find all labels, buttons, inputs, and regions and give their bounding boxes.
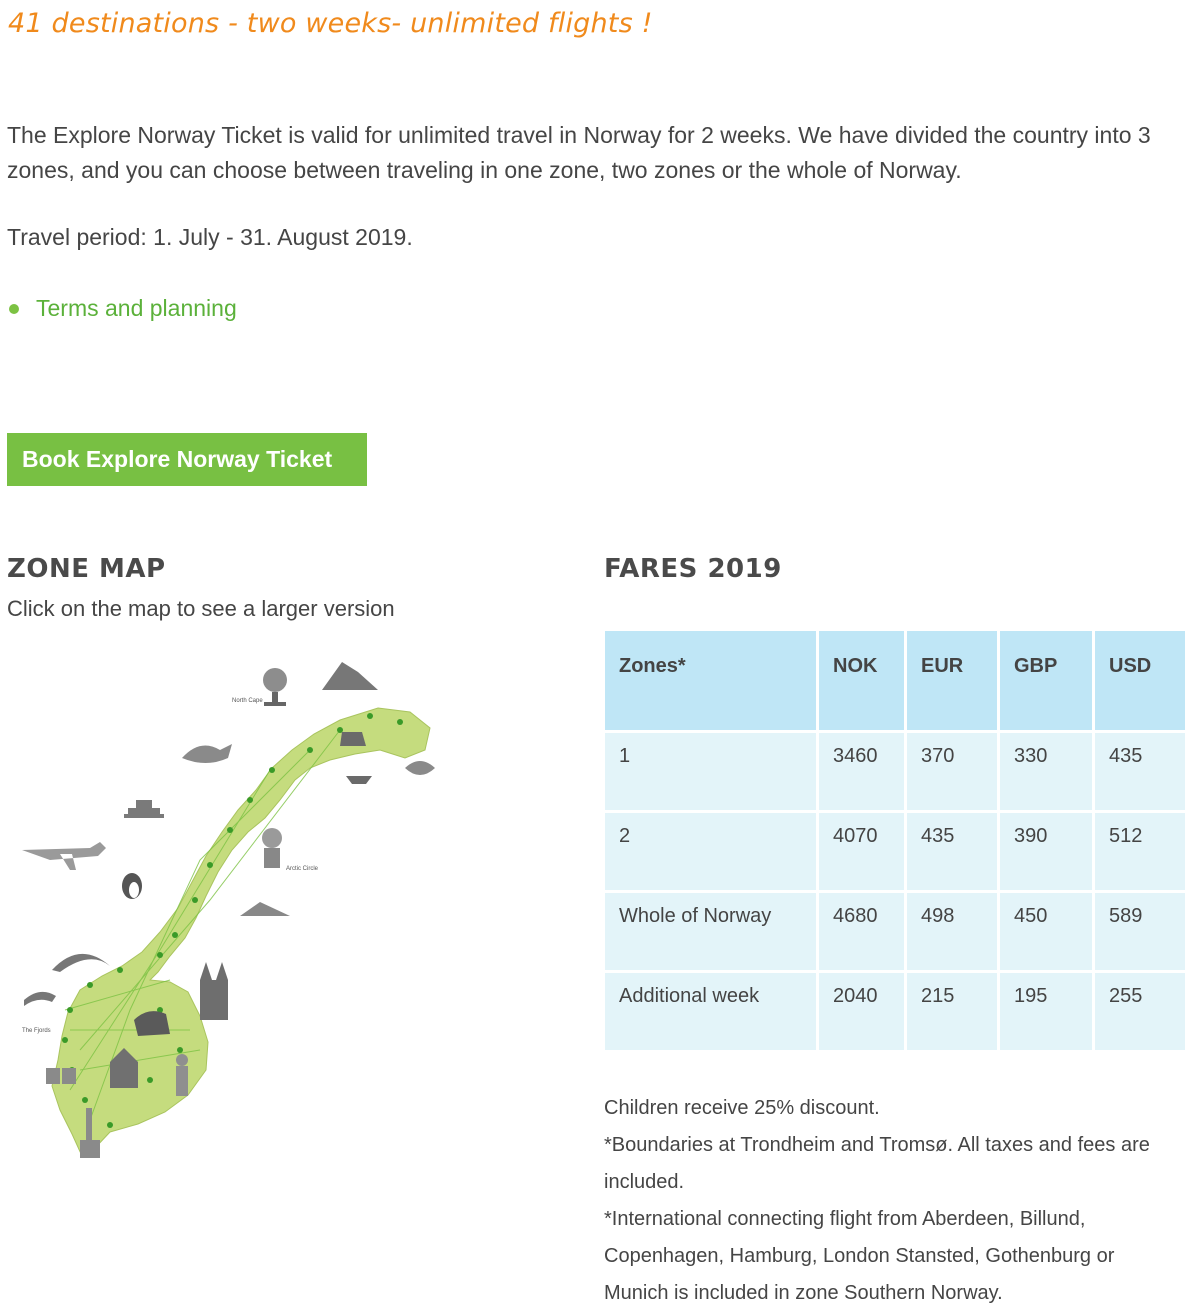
table-row	[605, 973, 1185, 1050]
fares-table	[602, 628, 1188, 1053]
international-flight-note: *International connecting flight from Aberdeen, Billund, Copenhagen, Hamburg, London Stansted, Gothenburg or Munich is included in zone Southern Norway.	[604, 1208, 1115, 1304]
travel-period: Travel period: 1. July - 31. August 2019.	[7, 224, 413, 250]
table-header-row	[605, 631, 1185, 730]
zone-map-title: ZONE MAP	[7, 554, 166, 584]
table-cell: 370	[907, 733, 997, 810]
table-cell: 4070	[819, 813, 904, 890]
ship-icon	[124, 800, 164, 818]
table-cell: 215	[907, 973, 997, 1050]
table-row	[605, 893, 1185, 970]
table-cell: 3460	[819, 733, 904, 810]
arctic-circle-label: Arctic Circle	[286, 866, 319, 872]
mountain-icon	[322, 662, 378, 690]
table-cell: Whole of Norway	[605, 893, 816, 970]
zone-map-caption: Click on the map to see a larger version	[7, 596, 395, 621]
table-cell: 2040	[819, 973, 904, 1050]
column-header: Zones*	[605, 631, 816, 730]
intro-paragraph: The Explore Norway Ticket is valid for unlimited travel in Norway for 2 weeks. We have divided the country into 3 zones, and you can choose between traveling in one zone, two zones or the whole of Norway.	[7, 122, 1151, 183]
table-cell: 512	[1095, 813, 1185, 890]
boat-icon	[346, 776, 372, 784]
fare-notes	[604, 1090, 1174, 1312]
column-header: GBP	[1000, 631, 1092, 730]
table-cell: 435	[1095, 733, 1185, 810]
column-header: USD	[1095, 631, 1185, 730]
hill-icon	[240, 902, 290, 916]
fares-title: FARES 2019	[604, 554, 782, 584]
puffin-icon	[122, 873, 142, 899]
table-cell: 1	[605, 733, 816, 810]
statue-icon	[176, 1054, 188, 1096]
table-cell: 498	[907, 893, 997, 970]
table-cell: 195	[1000, 973, 1092, 1050]
whale-icon	[182, 744, 232, 763]
table-cell: 2	[605, 813, 816, 890]
reindeer-icon	[340, 732, 366, 746]
crab-icon	[405, 761, 435, 775]
north-cape-label: North Cape	[232, 698, 263, 704]
table-cell: Additional week	[605, 973, 816, 1050]
tagline: 41 destinations - two weeks- unlimited flights !	[8, 8, 653, 39]
table-cell: 435	[907, 813, 997, 890]
fjord-icon	[52, 954, 110, 972]
table-cell: 390	[1000, 813, 1092, 890]
airplane-icon	[22, 842, 106, 870]
column-header: EUR	[907, 631, 997, 730]
zone-map-image[interactable]	[10, 650, 450, 1170]
bullet-icon	[9, 304, 19, 314]
boundaries-note: *Boundaries at Trondheim and Tromsø. All taxes and fees are included.	[604, 1134, 1150, 1193]
children-discount-note: Children receive 25% discount.	[604, 1097, 880, 1119]
church-icon	[200, 962, 228, 1020]
table-cell: 589	[1095, 893, 1185, 970]
terms-link-row	[7, 295, 237, 322]
fjords-label: The Fjords	[22, 1028, 51, 1034]
book-ticket-button[interactable]: Book Explore Norway Ticket	[7, 433, 367, 486]
table-cell: 450	[1000, 893, 1092, 970]
norway-landmass	[52, 708, 430, 1156]
column-header: NOK	[819, 631, 904, 730]
table-row	[605, 813, 1185, 890]
table-cell: 330	[1000, 733, 1092, 810]
terms-and-planning-link[interactable]: Terms and planning	[36, 295, 237, 321]
table-cell: 255	[1095, 973, 1185, 1050]
arctic-globe-icon	[262, 828, 282, 868]
globe-icon	[263, 668, 287, 706]
table-row	[605, 733, 1185, 810]
table-cell: 4680	[819, 893, 904, 970]
dolphin-icon	[24, 992, 56, 1006]
